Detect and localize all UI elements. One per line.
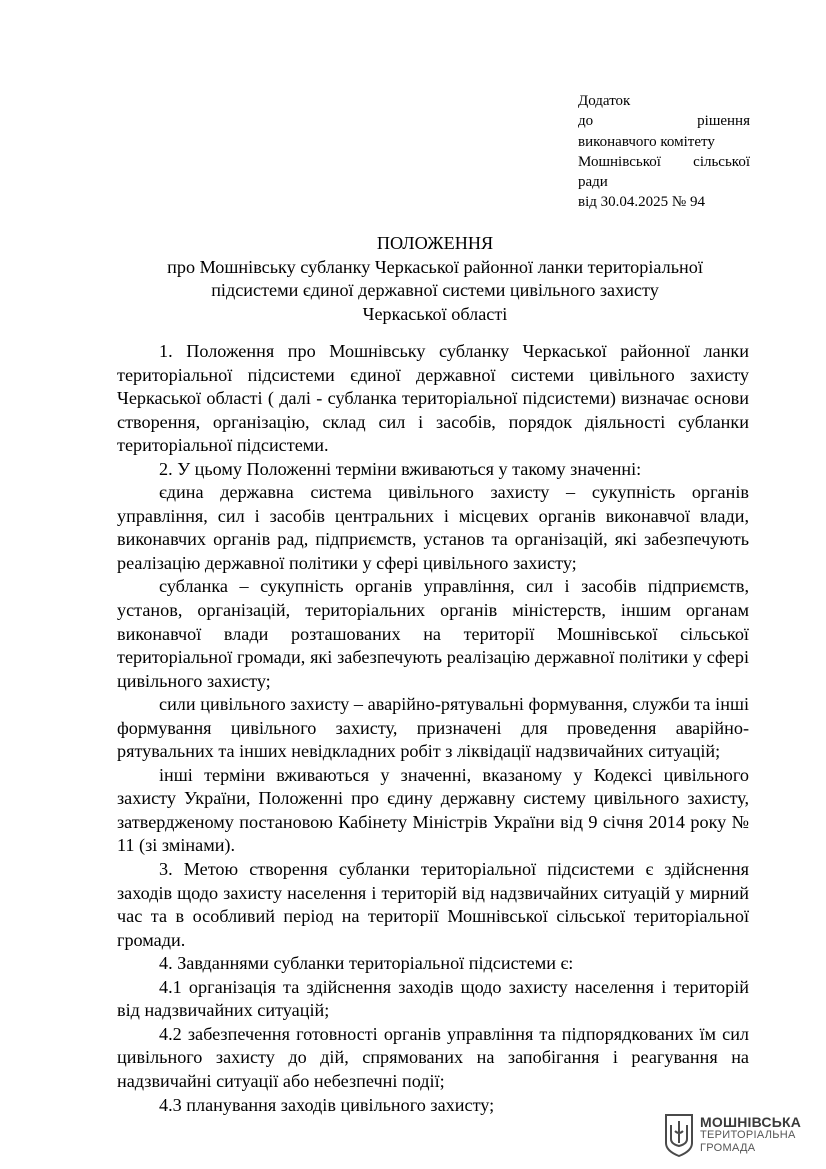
document-body: [117, 340, 749, 1117]
definition-unified-system: єдина державна система цивільного захисту – сукупність органів управління, сил і засобів центральних і місцевих органів виконавчої влади, виконавчих органів рад, підприємств, установ та організацій, які забезпечують реалізацію державної політики у сфері цивільного захисту;: [117, 482, 749, 573]
stamp-word-moshnivska: Мошнівської: [578, 153, 661, 170]
paragraph-4-2: 4.2 забезпечення готовності органів управління та підпорядкованих їм сил цивільного захисту до дій, спрямованих на запобігання і реагування на надзвичайні ситуації або небезпечні події;: [117, 1023, 749, 1091]
stamp-word-silska: сільської: [693, 153, 750, 170]
definition-civil-protection-forces: сили цивільного захисту – аварійно-рятувальні формування, служби та інші формування цивільного захисту, призначені для проведення аварійно-рятувальних та інших невідкладних робіт з ліквідації надзвичайних ситуацій;: [117, 694, 749, 762]
logo-line-3: ГРОМАДА: [700, 1141, 756, 1154]
title-line-2: підсистеми єдиної державної системи цивільного захисту: [211, 280, 659, 301]
paragraph-2: 2. У цьому Положенні терміни вживаються у такому значенні:: [159, 458, 642, 479]
logo-name: МОШНІВСЬКА: [700, 1113, 802, 1130]
title-line-1: про Мошнівську субланку Черкаської районної ланки територіальної: [167, 256, 703, 277]
stamp-line-rada: ради: [578, 174, 608, 191]
title-line-3: Черкаської області: [362, 303, 508, 324]
paragraph-4-3: 4.3 планування заходів цивільного захисту;: [159, 1094, 495, 1115]
stamp-word-do: до: [578, 113, 594, 130]
paragraph-3: 3. Метою створення субланки територіальної підсистеми є здійснення заходів щодо захисту населення і територій від надзвичайних ситуацій у мирний час та в особливий період на території Мошнівської сільської територіальної громади.: [117, 859, 749, 950]
stamp-line-date-number: від 30.04.2025 № 94: [578, 194, 705, 211]
paragraph-4-1: 4.1 організація та здійснення заходів щодо захисту населення і територій від надзвичайних ситуацій;: [117, 976, 749, 1021]
community-logo: [664, 1113, 801, 1157]
paragraph-1: 1. Положення про Мошнівську субланку Черкаської районної ланки територіальної підсистеми єдиної державної системи цивільного захисту Черкаської області ( далі - субланка територіальної підсистеми) визначає основи створення, організацію, склад сил і засобів, порядок діяльності субланки територіальної підсистеми.: [117, 341, 749, 456]
logo-line-2: ТЕРИТОРІАЛЬНА: [700, 1128, 796, 1141]
stamp-line-committee: виконавчого комітету: [578, 133, 715, 150]
trident-icon: [664, 1113, 694, 1157]
definition-other-terms: інші терміни вживаються у значенні, вказаному у Кодексі цивільного захисту України, Положенні про єдину державну систему цивільного захисту, затвердженому постановою Кабінету Міністрів України від 9 січня 2014 року № 11 (зі змінами).: [117, 764, 749, 856]
document-title: [100, 232, 770, 326]
stamp-line-to-decision: [578, 111, 750, 131]
title-heading: ПОЛОЖЕННЯ: [376, 233, 494, 253]
stamp-line-council-name: [578, 152, 750, 172]
paragraph-4: 4. Завданнями субланки територіальної підсистеми є:: [159, 953, 574, 974]
definition-sublink: субланка – сукупність органів управління, сил і засобів підприємств, установ, організацій, територіальних органів міністерств, іншим органам виконавчої влади розташованих на території Мошнівської сільської територіальної громади, які забезпечують реалізацію державної політики у сфері цивільного захисту;: [117, 576, 749, 691]
logo-text: [700, 1113, 802, 1155]
stamp-line-addendum: Додаток: [578, 93, 631, 109]
stamp-word-rishennia: рішення: [697, 113, 750, 130]
appendix-stamp: [578, 91, 750, 213]
